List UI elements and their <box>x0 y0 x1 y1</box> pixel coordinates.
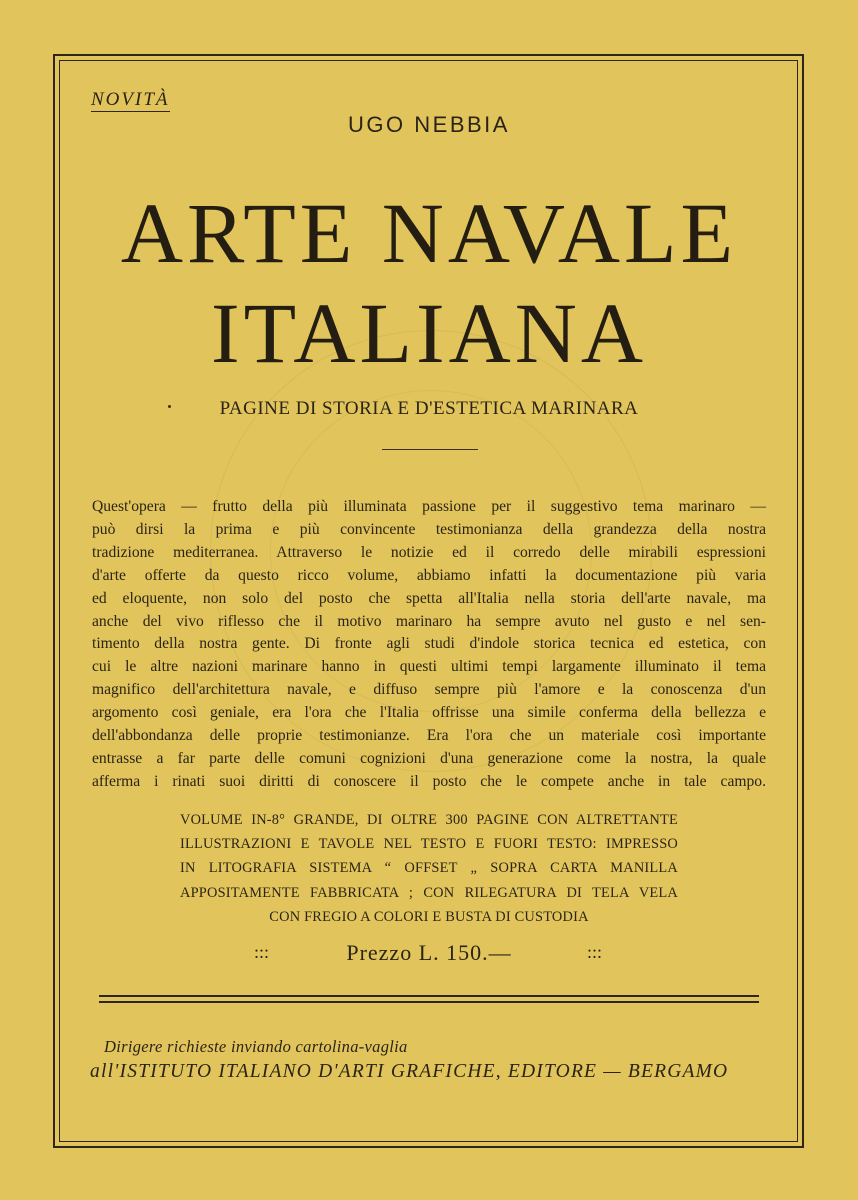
order-instruction: Dirigere richieste inviando cartolina-vaglia <box>104 1037 408 1056</box>
book-subtitle: PAGINE DI STORIA E D'ESTETICA MARINARA <box>219 398 639 419</box>
description-line: d'arte offerte da questo ricco volume, abbiamo infatti la documentazione più varia <box>92 566 766 584</box>
price-label: Prezzo L. 150.— <box>346 940 512 965</box>
book-title-line-1: ARTE NAVALE <box>120 185 738 281</box>
footer-rule-bottom <box>99 1001 759 1003</box>
volume-specifications <box>180 808 678 929</box>
description-line: entrasse a far parte delle comuni cognizioni d'una generazione come la nostra, la quale <box>92 749 766 767</box>
book-title-line-2: ITALIANA <box>211 285 647 381</box>
description-line: afferma i rinati suoi diritti di conoscere il posto che le compete anche in tale campo. <box>92 772 766 790</box>
publisher-line: all'ISTITUTO ITALIANO D'ARTI GRAFICHE, EDITORE — BERGAMO <box>90 1061 729 1082</box>
description-line: Quest'opera — frutto della più illuminata passione per il suggestivo tema marinaro — <box>92 498 766 515</box>
price-ornament-left: ::: <box>254 942 270 962</box>
spec-line: CON FREGIO A COLORI E BUSTA DI CUSTODIA <box>269 908 589 925</box>
spec-line: VOLUME IN-8° GRANDE, DI OLTRE 300 PAGINE CON ALTRETTANTE <box>180 812 678 828</box>
description-line: tradizione mediterranea. Attraverso le notizie ed il corredo delle mirabili espressioni <box>92 543 766 561</box>
description-line: argomento così geniale, era l'ora che l'Italia offrisse una simile conferma della bellezza e <box>92 704 766 722</box>
description-line: magnifico dell'architettura navale, e diffuso sempre più l'amore e la conoscenza d'un <box>92 681 766 699</box>
description-line: cui le altre nazioni marinare hanno in questi ultimi tempi largamente illuminato il tema <box>92 658 766 676</box>
price-row <box>0 940 858 970</box>
author-name: UGO NEBBIA <box>348 112 510 137</box>
price-ornament-right: ::: <box>587 942 603 962</box>
spec-line: APPOSITAMENTE FABBRICATA ; CON RILEGATURA DI TELA VELA <box>180 884 678 901</box>
description-line: ed eloquente, non solo del posto che spetta all'Italia nella storia dell'arte navale, ma <box>92 589 766 607</box>
footer-rule-top <box>99 995 759 997</box>
description-line: timento della nostra gente. Di fronte agli studi d'indole storica tecnica ed estetica, con <box>92 635 766 653</box>
description-line: anche del vivo riflesso che il motivo marinaro ha sempre avuto nel gusto e nel sen- <box>92 612 766 630</box>
title-divider <box>382 449 478 450</box>
description-paragraph <box>92 496 766 794</box>
description-line: può dirsi la prima e più convincente testimonianza della grandezza della nostra <box>92 520 766 538</box>
spec-line: IN LITOGRAFIA SISTEMA “ OFFSET „ SOPRA CARTA MANILLA <box>180 860 678 877</box>
spec-line: ILLUSTRAZIONI E TAVOLE NEL TESTO E FUORI TESTO: IMPRESSO <box>180 836 678 853</box>
novelty-badge: NOVITÀ <box>91 89 170 110</box>
description-line: dell'abbondanza delle proprie testimonianze. Era l'ora che un materiale così importante <box>92 727 766 745</box>
